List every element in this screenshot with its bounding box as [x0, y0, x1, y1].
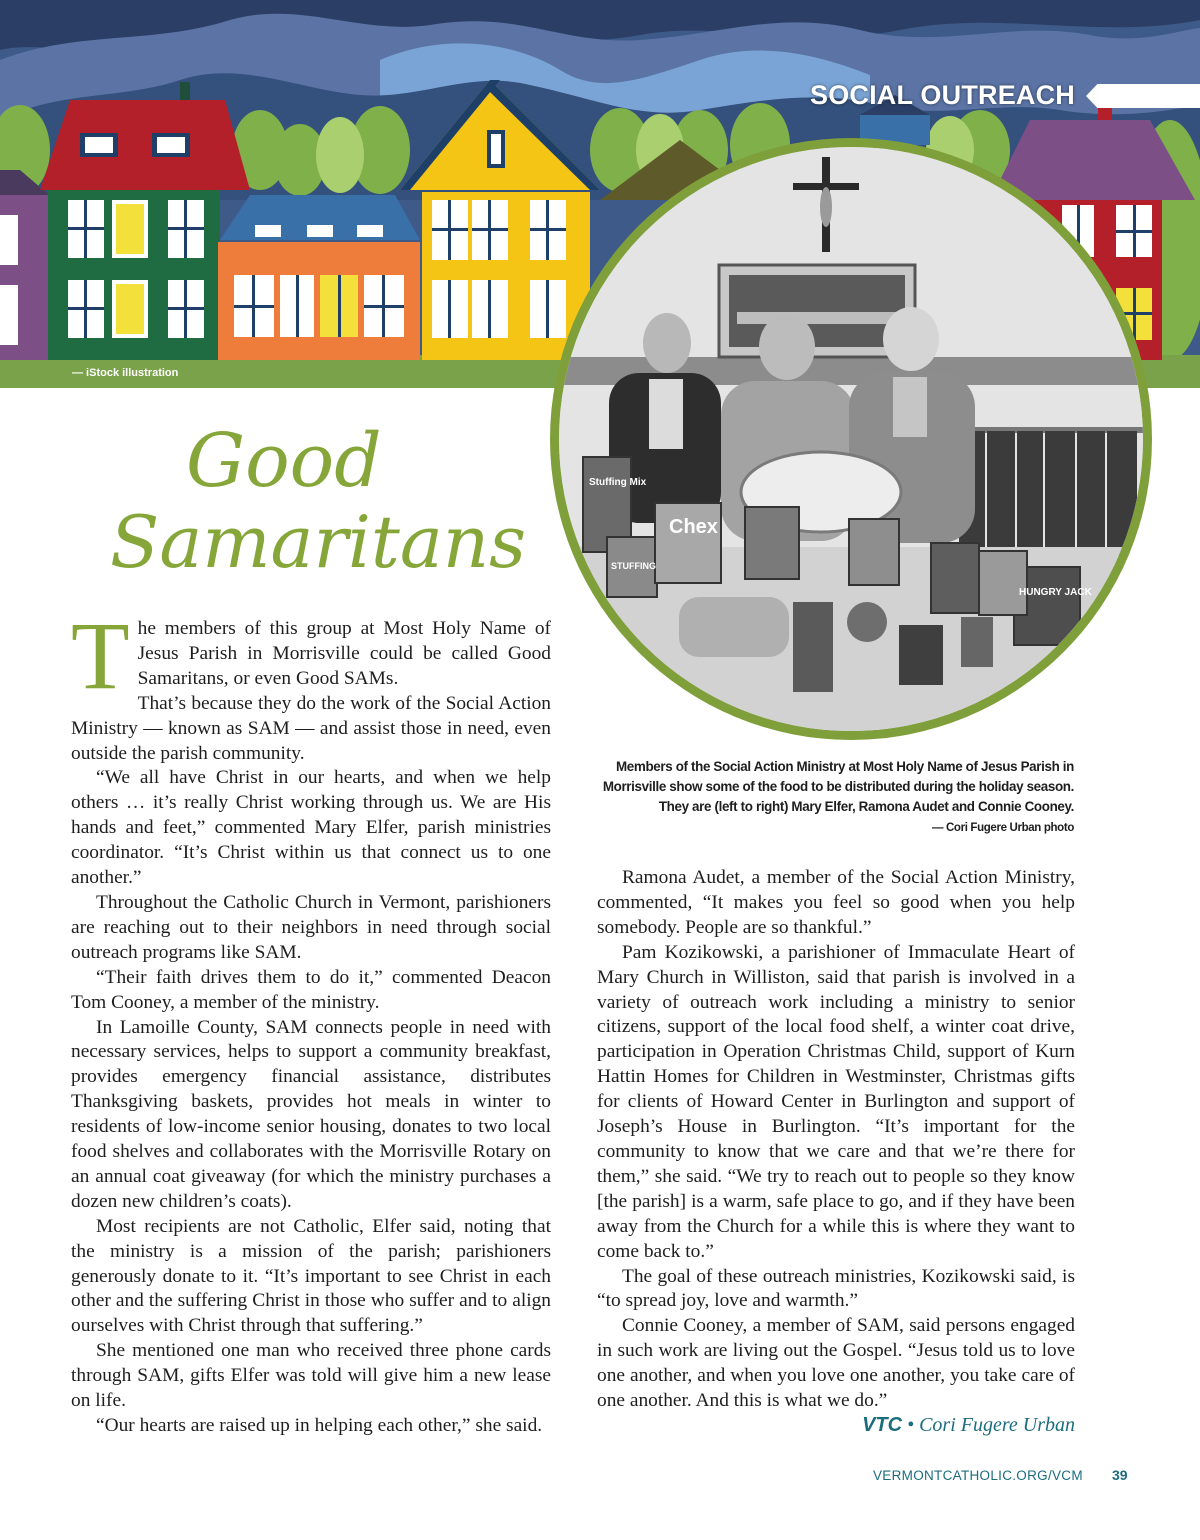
article-paragraph: Pam Kozikowski, a parishioner of Immaculate Heart of Mary Church in Williston, said that parish is involved in a variety of outreach work including a ministry to senior citizens, support of the local food shelf, a winter coat drive, participation in Operation Christmas Child, support of Kurn Hattin Homes for Children in Westminster, Christmas gifts for clients of Howard Center in Burlington and support of Joseph’s House in Burlington. “It’s important for the community to know that we care and that we’re there for them,” she said. “We try to reach out to people so they know [the parish] is a warm, safe place to go, and if they have been away from the Church for a while this is where they want to come back to.”	[597, 941, 1075, 1262]
article-paragraph: That’s because they do the work of the Social Action Ministry — known as SAM — and assist those in need, even outside the parish community.	[71, 692, 551, 764]
drop-cap: T	[71, 602, 130, 709]
article-column-right	[597, 866, 1075, 1414]
article-paragraph: The members of this group at Most Holy Name of Jesus Parish in Morrisville could be called Good Samaritans, or even Good SAMs.	[71, 602, 551, 709]
article-paragraph: In Lamoille County, SAM connects people in need with necessary services, helps to support a community breakfast, provides emergency financial assistance, distributes Thanksgiving baskets, provides hot meals in winter to residents of low-income senior housing, donates to two local food shelves and collaborates with the Morrisville Rotary on an annual coat giveaway (for which the ministry purchases a dozen new children’s coats).	[71, 1016, 551, 1212]
article-paragraph: Throughout the Catholic Church in Vermont, parishioners are reaching out to their neighbors in need through social outreach programs like SAM.	[71, 891, 551, 963]
box-label-stuffing: STUFFING	[611, 561, 656, 571]
article-paragraph: Most recipients are not Catholic, Elfer said, noting that the ministry is a mission of the parish; parishioners generously donate to it. “It’s important to see Christ in each other and the suffering Christ in those who suffer and to align ourselves with Christ through that suffering.”	[71, 1215, 551, 1337]
article-headline	[100, 418, 540, 608]
photo-caption	[596, 757, 1074, 838]
photo-credit: — Cori Fugere Urban photo	[931, 822, 1074, 834]
article-paragraph: “Our hearts are raised up in helping each other,” she said.	[96, 1415, 543, 1436]
article-photo	[559, 147, 1143, 731]
page-number: 39	[1112, 1467, 1128, 1483]
photo-graphic	[559, 147, 1143, 731]
byline-separator: •	[902, 1414, 920, 1436]
article-paragraph: “Their faith drives them to do it,” commented Deacon Tom Cooney, a member of the ministry.	[71, 966, 551, 1013]
box-label-stuffing-mix: Stuffing Mix	[589, 477, 647, 488]
section-label-text: SOCIAL OUTREACH	[810, 80, 1076, 110]
article-paragraph: Ramona Audet, a member of the Social Action Ministry, commented, “It makes you feel so good when you help somebody. People are so thankful.”	[597, 867, 1075, 938]
article-paragraph: “We all have Christ in our hearts, and when we help others … it’s really Christ working through us. We are His hands and feet,” commented Mary Elfer, parish ministries coordinator. “It’s Christ within us that connect us to one another.”	[71, 767, 551, 889]
section-tab-shape	[1086, 84, 1200, 108]
article-byline	[860, 1414, 1075, 1437]
box-label-chex: Chex	[669, 516, 718, 538]
illustration-credit: — iStock illustration	[72, 367, 179, 379]
byline-author: Cori Fugere Urban	[919, 1414, 1075, 1436]
photo-caption-text: Members of the Social Action Ministry at Most Holy Name of Jesus Parish in Morrisville show some of the food to be distributed during the holiday season. They are (left to right) Mary Elfer, Ramona Audet and Connie Cooney.	[602, 759, 1074, 814]
headline-line-2: Samaritans	[110, 500, 527, 584]
article-paragraph: She mentioned one man who received three phone cards through SAM, gifts Elfer was told will give him a new lease on life.	[71, 1340, 551, 1412]
byline-org: VTC	[862, 1414, 903, 1436]
article-paragraph: Connie Cooney, a member of SAM, said persons engaged in such work are living out the Gospel. “Jesus told us to love one another, and when you love one another, you take care of one another. And this is what we do.”	[597, 1315, 1075, 1412]
article-column-left	[71, 602, 551, 1439]
headline-line-1: Good	[186, 418, 382, 504]
box-label-hungry-jack: HUNGRY JACK	[1019, 587, 1092, 598]
footer-url: VERMONTCATHOLIC.ORG/VCM	[873, 1468, 1083, 1483]
article-paragraph: The goal of these outreach ministries, Kozikowski said, is “to spread joy, love and warmth.”	[597, 1265, 1075, 1312]
section-label	[786, 76, 1200, 116]
